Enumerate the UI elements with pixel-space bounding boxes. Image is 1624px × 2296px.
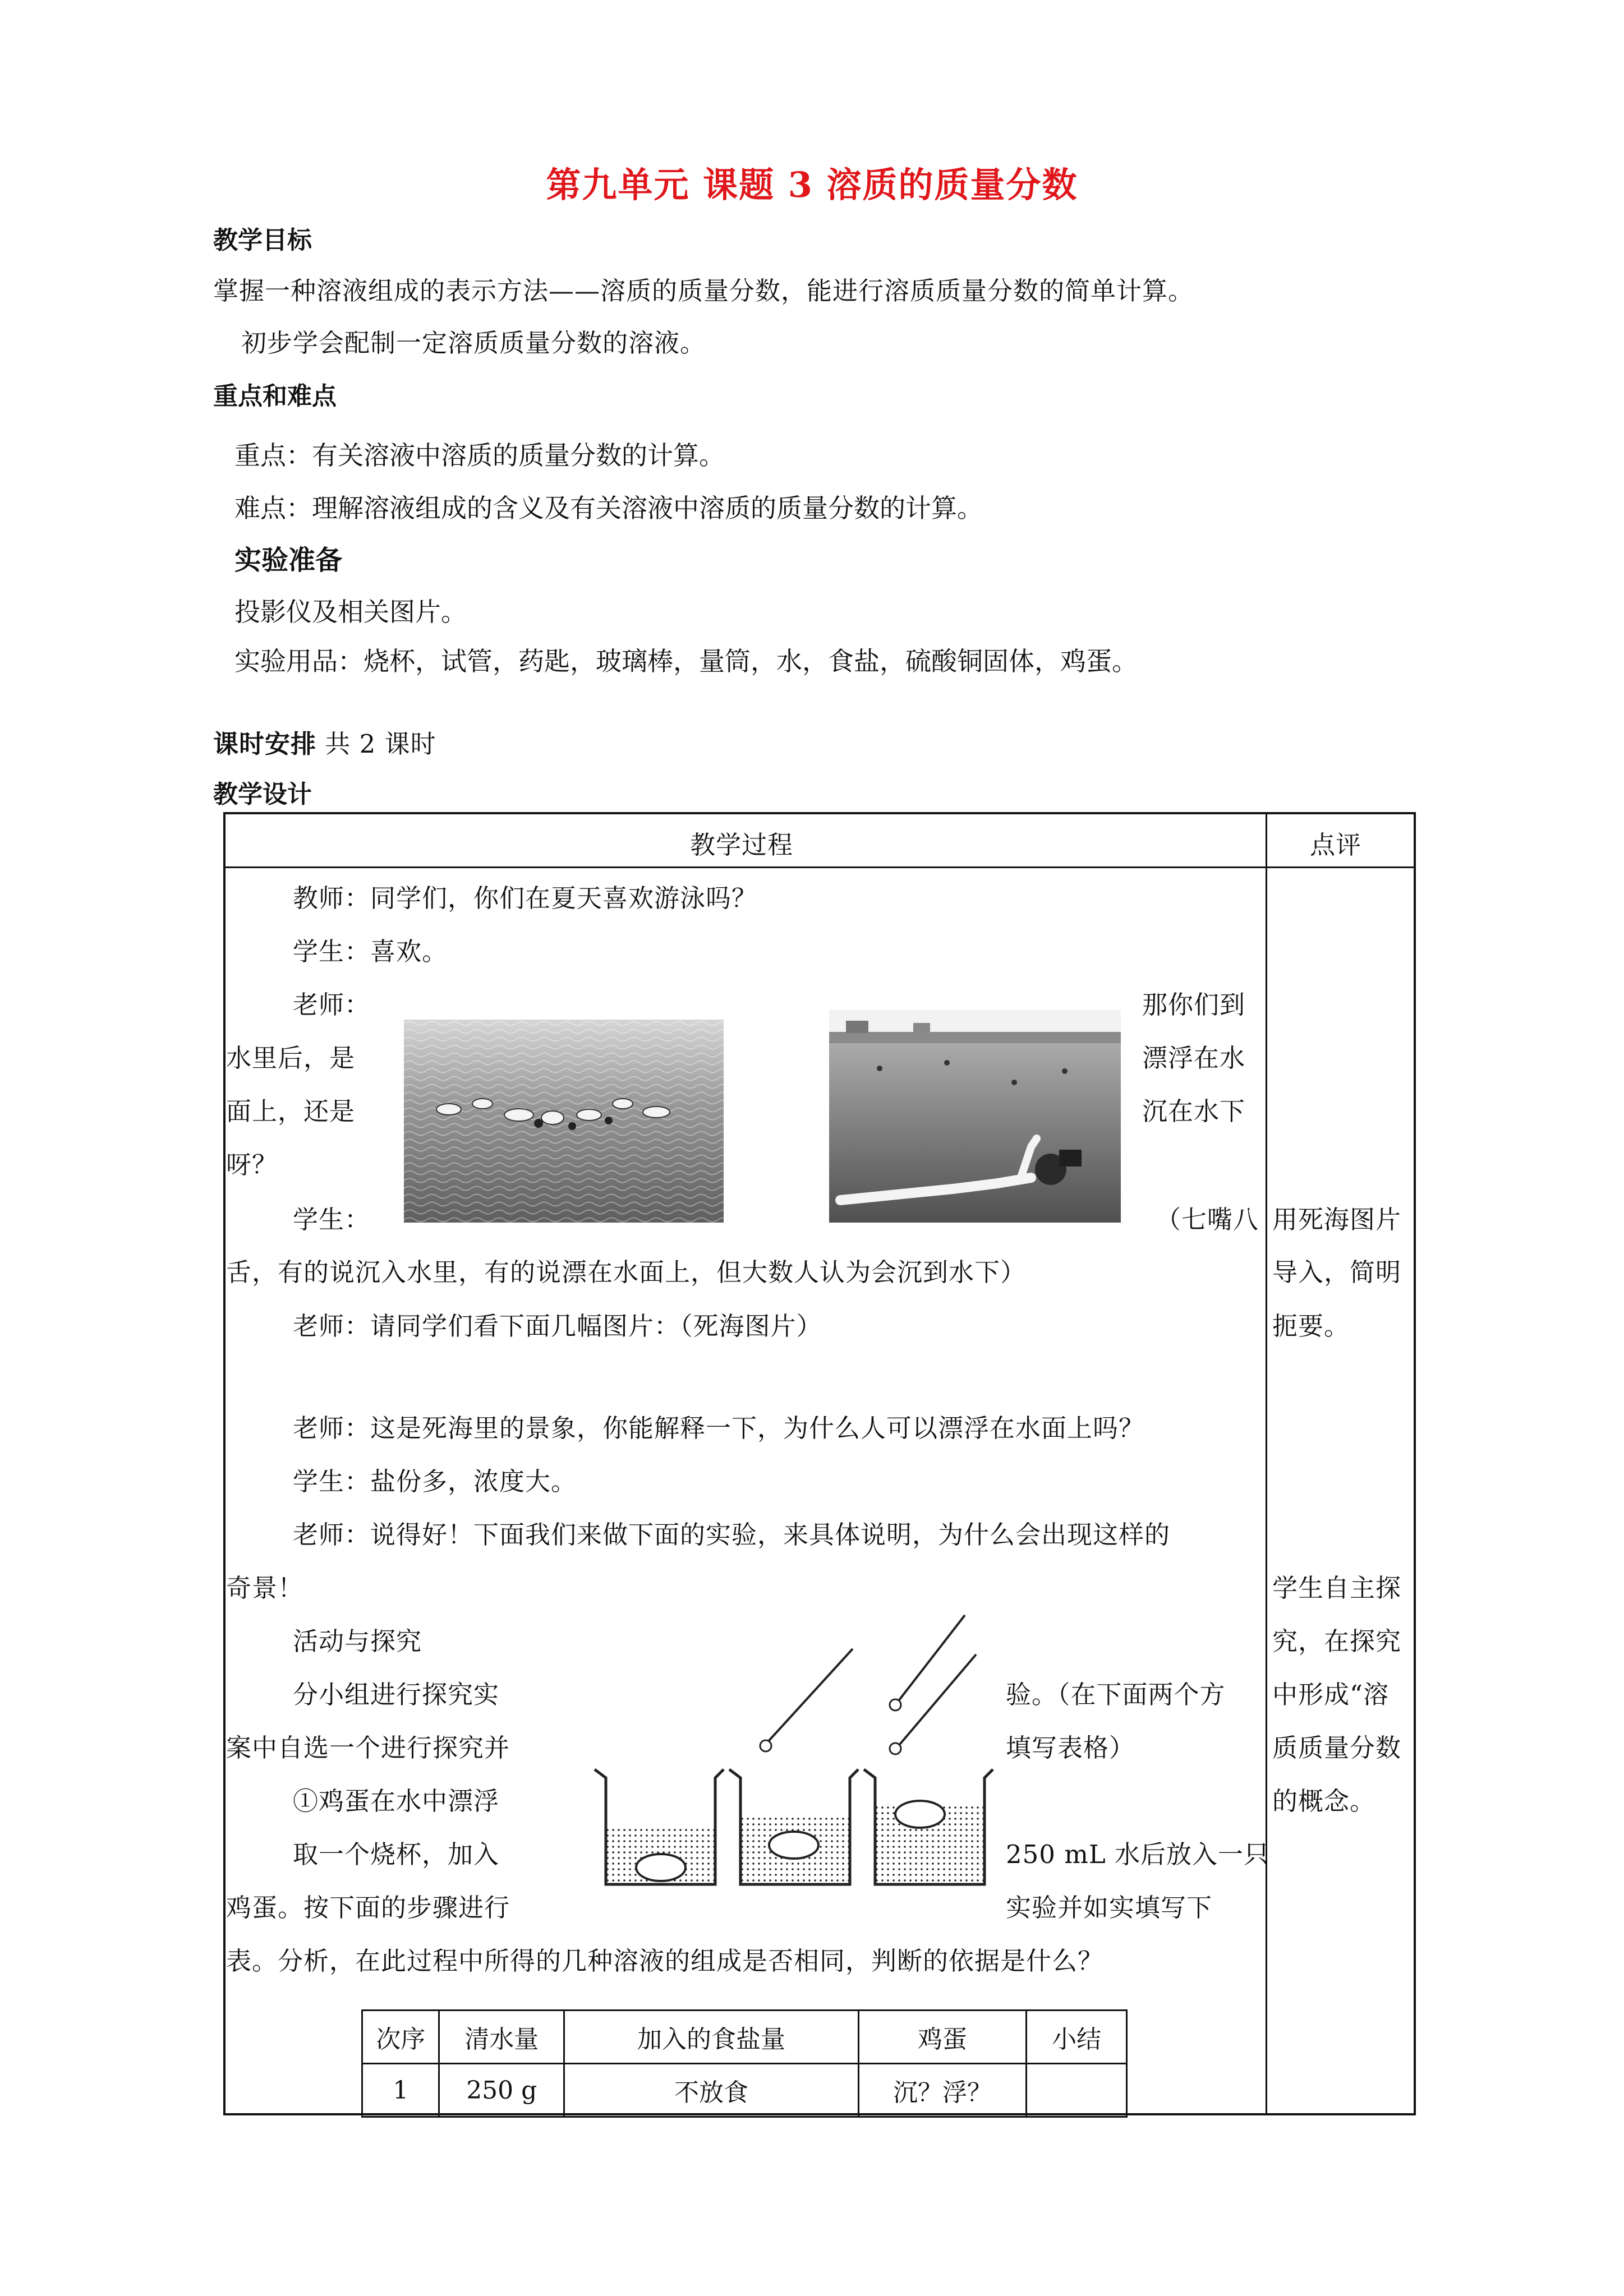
table-header-process: 教学过程 bbox=[690, 830, 794, 860]
col-header-salt: 加入的食盐量 bbox=[564, 2011, 859, 2064]
dialog-line: 老师：请同学们看下面几幅图片：（死海图片） bbox=[293, 1311, 822, 1341]
prep-heading: 实验准备 bbox=[234, 545, 343, 576]
goals-line-2: 初步学会配制一定溶质质量分数的溶液。 bbox=[241, 328, 706, 358]
col-header-order: 次序 bbox=[362, 2011, 439, 2064]
dialog-line: 漂浮在水 bbox=[1142, 1043, 1246, 1073]
dialog-line: 填写表格） bbox=[1006, 1733, 1135, 1763]
dialog-line: 水里后，是 bbox=[226, 1043, 356, 1073]
dialog-line: 老师：说得好！下面我们来做下面的实验，来具体说明，为什么会出现这样的 bbox=[293, 1520, 1171, 1550]
egg-beakers-diagram bbox=[583, 1610, 1032, 1901]
col-header-egg: 鸡蛋 bbox=[858, 2011, 1026, 2064]
dialog-line: 鸡蛋。按下面的步骤进行 bbox=[226, 1893, 510, 1922]
dialog-line: 取一个烧杯，加入 bbox=[293, 1839, 500, 1869]
cell-summary bbox=[1027, 2064, 1127, 2117]
dialog-line: 案中自选一个进行探究并 bbox=[226, 1733, 510, 1763]
dialog-line: 实验并如实填写下 bbox=[1006, 1893, 1213, 1922]
keypoints-heading: 重点和难点 bbox=[213, 382, 337, 411]
schedule-value: 共 2 课时 bbox=[325, 729, 436, 759]
dialog-line: 那你们到 bbox=[1142, 990, 1246, 1020]
prep-line-1: 投影仪及相关图片。 bbox=[234, 597, 467, 627]
page-title: 第九单元 课题 3 溶质的质量分数 bbox=[546, 164, 1078, 205]
table-column-divider bbox=[1266, 812, 1267, 2115]
comment-line: 学生自主探 bbox=[1272, 1573, 1402, 1603]
comment-line: 扼要。 bbox=[1272, 1311, 1350, 1341]
dialog-line: 舌，有的说沉入水里，有的说漂在水面上，但大数人认为会沉到水下） bbox=[226, 1257, 1027, 1287]
cell-order: 1 bbox=[362, 2064, 439, 2117]
dialog-line: ①鸡蛋在水中漂浮 bbox=[293, 1786, 500, 1816]
keypoint-line: 重点：有关溶液中溶质的质量分数的计算。 bbox=[234, 440, 725, 471]
comment-line: 质质量分数 bbox=[1272, 1733, 1402, 1763]
difficulty-line: 难点：理解溶液组成的含义及有关溶液中溶质的质量分数的计算。 bbox=[234, 493, 983, 523]
comment-line: 的概念。 bbox=[1272, 1786, 1376, 1816]
comment-line: 导入，简明 bbox=[1272, 1257, 1402, 1287]
dialog-line: 呀？ bbox=[226, 1150, 278, 1179]
goals-line-1: 掌握一种溶液组成的表示方法——溶质的质量分数，能进行溶质质量分数的简单计算。 bbox=[213, 276, 1194, 306]
schedule bbox=[213, 723, 436, 760]
dialog-line: 验。（在下面两个方 bbox=[1006, 1680, 1226, 1709]
dialog-line: 250 mL 水后放入一只 bbox=[1006, 1839, 1270, 1869]
dialog-line: 表。分析，在此过程中所得的几种溶液的组成是否相同，判断的依据是什么？ bbox=[226, 1946, 1104, 1976]
swimmers-photo bbox=[404, 1020, 724, 1223]
cell-water: 250 g bbox=[439, 2064, 564, 2117]
schedule-heading: 课时安排 bbox=[213, 729, 317, 759]
dialog-line: 老师：这是死海里的景象，你能解释一下，为什么人可以漂浮在水面上吗？ bbox=[293, 1413, 1145, 1443]
dialog-line: 老师： bbox=[293, 990, 371, 1020]
col-header-summary: 小结 bbox=[1027, 2011, 1127, 2064]
dialog-line: 沉在水下 bbox=[1142, 1096, 1246, 1126]
egg-experiment-table bbox=[361, 2009, 1128, 2118]
prep-line-2: 实验用品：烧杯，试管，药匙，玻璃棒，量筒，水，食盐，硫酸铜固体，鸡蛋。 bbox=[234, 646, 1138, 676]
table-row bbox=[362, 2064, 1127, 2117]
cell-salt: 不放食 bbox=[564, 2064, 859, 2117]
dialog-line: 教师：同学们，你们在夏天喜欢游泳吗？ bbox=[293, 883, 758, 913]
dialog-line: 奇景！ bbox=[226, 1573, 304, 1603]
dialog-line: 学生： bbox=[293, 1205, 371, 1234]
comment-line: 中形成“溶 bbox=[1272, 1680, 1390, 1709]
col-header-water: 清水量 bbox=[439, 2011, 564, 2064]
dead-sea-photo bbox=[829, 1009, 1121, 1223]
activity-heading: 活动与探究 bbox=[293, 1626, 422, 1656]
comment-line: 究，在探究 bbox=[1272, 1626, 1402, 1656]
dialog-line: （七嘴八 bbox=[1156, 1205, 1259, 1234]
comment-line: 用死海图片 bbox=[1272, 1205, 1402, 1234]
goals-heading: 教学目标 bbox=[213, 226, 312, 255]
table-header-comment: 点评 bbox=[1310, 830, 1362, 860]
dialog-line: 学生：盐份多，浓度大。 bbox=[293, 1467, 577, 1496]
dialog-line: 学生：喜欢。 bbox=[293, 937, 448, 966]
cell-egg: 沉？浮？ bbox=[858, 2064, 1026, 2117]
dialog-line: 面上，还是 bbox=[226, 1096, 356, 1126]
table-header-divider bbox=[223, 866, 1416, 868]
design-heading: 教学设计 bbox=[213, 780, 312, 809]
dialog-line: 分小组进行探究实 bbox=[293, 1680, 500, 1709]
